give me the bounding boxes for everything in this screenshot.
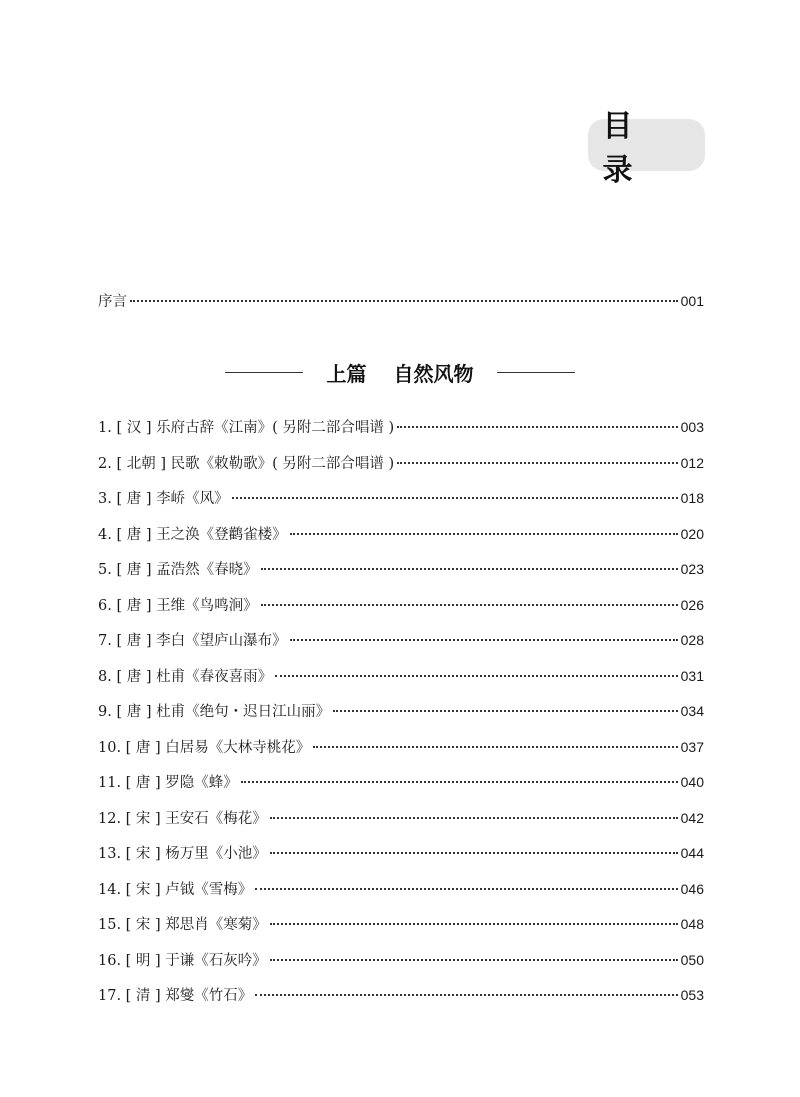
toc-entry-page: 020	[680, 525, 704, 542]
toc-entry[interactable]	[98, 594, 704, 618]
dot-leader	[232, 497, 678, 499]
dot-leader	[270, 817, 678, 819]
toc-entry-label: 17. [ 清 ] 郑燮《竹石》	[98, 988, 253, 1004]
toc-entry-label: 6. [ 唐 ] 王维《鸟鸣涧》	[98, 597, 258, 614]
toc-entry-page: 042	[680, 809, 704, 826]
toc-preface-page: 001	[680, 293, 704, 309]
dot-leader	[275, 675, 678, 677]
toc-entry-page: 053	[680, 987, 704, 1003]
toc-entry[interactable]	[98, 558, 704, 582]
toc-entry-page: 026	[680, 596, 704, 613]
toc-preface[interactable]	[98, 290, 704, 314]
toc-entry[interactable]	[98, 665, 704, 689]
toc-entry-page: 046	[680, 880, 704, 897]
dot-leader	[255, 888, 677, 890]
toc-entry-label: 10. [ 唐 ] 白居易《大林寺桃花》	[98, 739, 311, 756]
toc-entry[interactable]	[98, 913, 704, 937]
toc-entry-page: 034	[680, 703, 704, 719]
toc-entry-label: 2. [ 北朝 ] 民歌《敕勒歌》( 另附二部合唱谱 )	[98, 455, 395, 472]
dot-leader	[270, 959, 678, 961]
dot-leader	[397, 462, 678, 464]
toc-entry-page: 018	[680, 490, 704, 506]
toc-entry-label: 3. [ 唐 ] 李峤《风》	[98, 491, 229, 507]
toc-entry-page: 040	[680, 774, 704, 790]
toc-entry-label: 14. [ 宋 ] 卢钺《雪梅》	[98, 881, 253, 898]
toc-entry-page: 003	[680, 419, 704, 435]
toc-entry-label: 16. [ 明 ] 于谦《石灰吟》	[98, 952, 267, 969]
toc-entry[interactable]	[98, 700, 704, 724]
section-rule-left	[225, 372, 303, 373]
toc-entry[interactable]	[98, 452, 704, 476]
dot-leader	[255, 994, 677, 996]
dot-leader	[313, 746, 677, 748]
toc-entry-page: 037	[680, 738, 704, 755]
toc-entry-page: 048	[680, 916, 704, 932]
toc-entry[interactable]	[98, 878, 704, 902]
toc-entry-label: 12. [ 宋 ] 王安石《梅花》	[98, 810, 267, 827]
toc-entry-label: 7. [ 唐 ] 李白《望庐山瀑布》	[98, 633, 287, 649]
toc-entry[interactable]	[98, 416, 704, 440]
toc-entry[interactable]	[98, 949, 704, 973]
toc-entry-label: 9. [ 唐 ] 杜甫《绝句・迟日江山丽》	[98, 704, 331, 720]
toc-entry-label: 5. [ 唐 ] 孟浩然《春晓》	[98, 562, 258, 578]
dot-leader	[270, 923, 678, 925]
toc-entry-page: 023	[680, 561, 704, 577]
toc-entry-label: 4. [ 唐 ] 王之涣《登鹳雀楼》	[98, 526, 287, 543]
section-title: 上篇 自然风物	[326, 361, 474, 386]
dot-leader	[397, 426, 678, 428]
toc-entry-label: 1. [ 汉 ] 乐府古辞《江南》( 另附二部合唱谱 )	[98, 420, 395, 436]
toc-entry[interactable]	[98, 984, 704, 1008]
toc-entry-label: 11. [ 唐 ] 罗隐《蜂》	[98, 775, 238, 791]
toc-entry-page: 012	[680, 454, 704, 471]
dot-leader	[270, 852, 678, 854]
section-rule-right	[497, 372, 575, 373]
toc-preface-label: 序言	[98, 294, 127, 310]
toc-entry[interactable]	[98, 807, 704, 831]
toc-entry-page: 044	[680, 845, 704, 861]
toc-entry-page: 028	[680, 632, 704, 648]
page-title: 目 录	[588, 119, 705, 171]
dot-leader	[290, 639, 678, 641]
dot-leader	[290, 533, 678, 535]
toc-entry-page: 050	[680, 951, 704, 968]
toc-entry-label: 13. [ 宋 ] 杨万里《小池》	[98, 846, 267, 862]
toc-entry-page: 031	[680, 667, 704, 684]
toc-entry-label: 8. [ 唐 ] 杜甫《春夜喜雨》	[98, 668, 273, 685]
toc-entry[interactable]	[98, 842, 704, 866]
toc-entry[interactable]	[98, 523, 704, 547]
dot-leader	[241, 781, 678, 783]
toc-entry[interactable]	[98, 487, 704, 511]
dot-leader	[130, 300, 678, 302]
dot-leader	[261, 568, 678, 570]
dot-leader	[333, 710, 678, 712]
toc-entry[interactable]	[98, 629, 704, 653]
toc-entry-label: 15. [ 宋 ] 郑思肖《寒菊》	[98, 917, 267, 933]
dot-leader	[261, 604, 678, 606]
toc-entry[interactable]	[98, 736, 704, 760]
toc-entry[interactable]	[98, 771, 704, 795]
section-heading	[0, 356, 800, 388]
